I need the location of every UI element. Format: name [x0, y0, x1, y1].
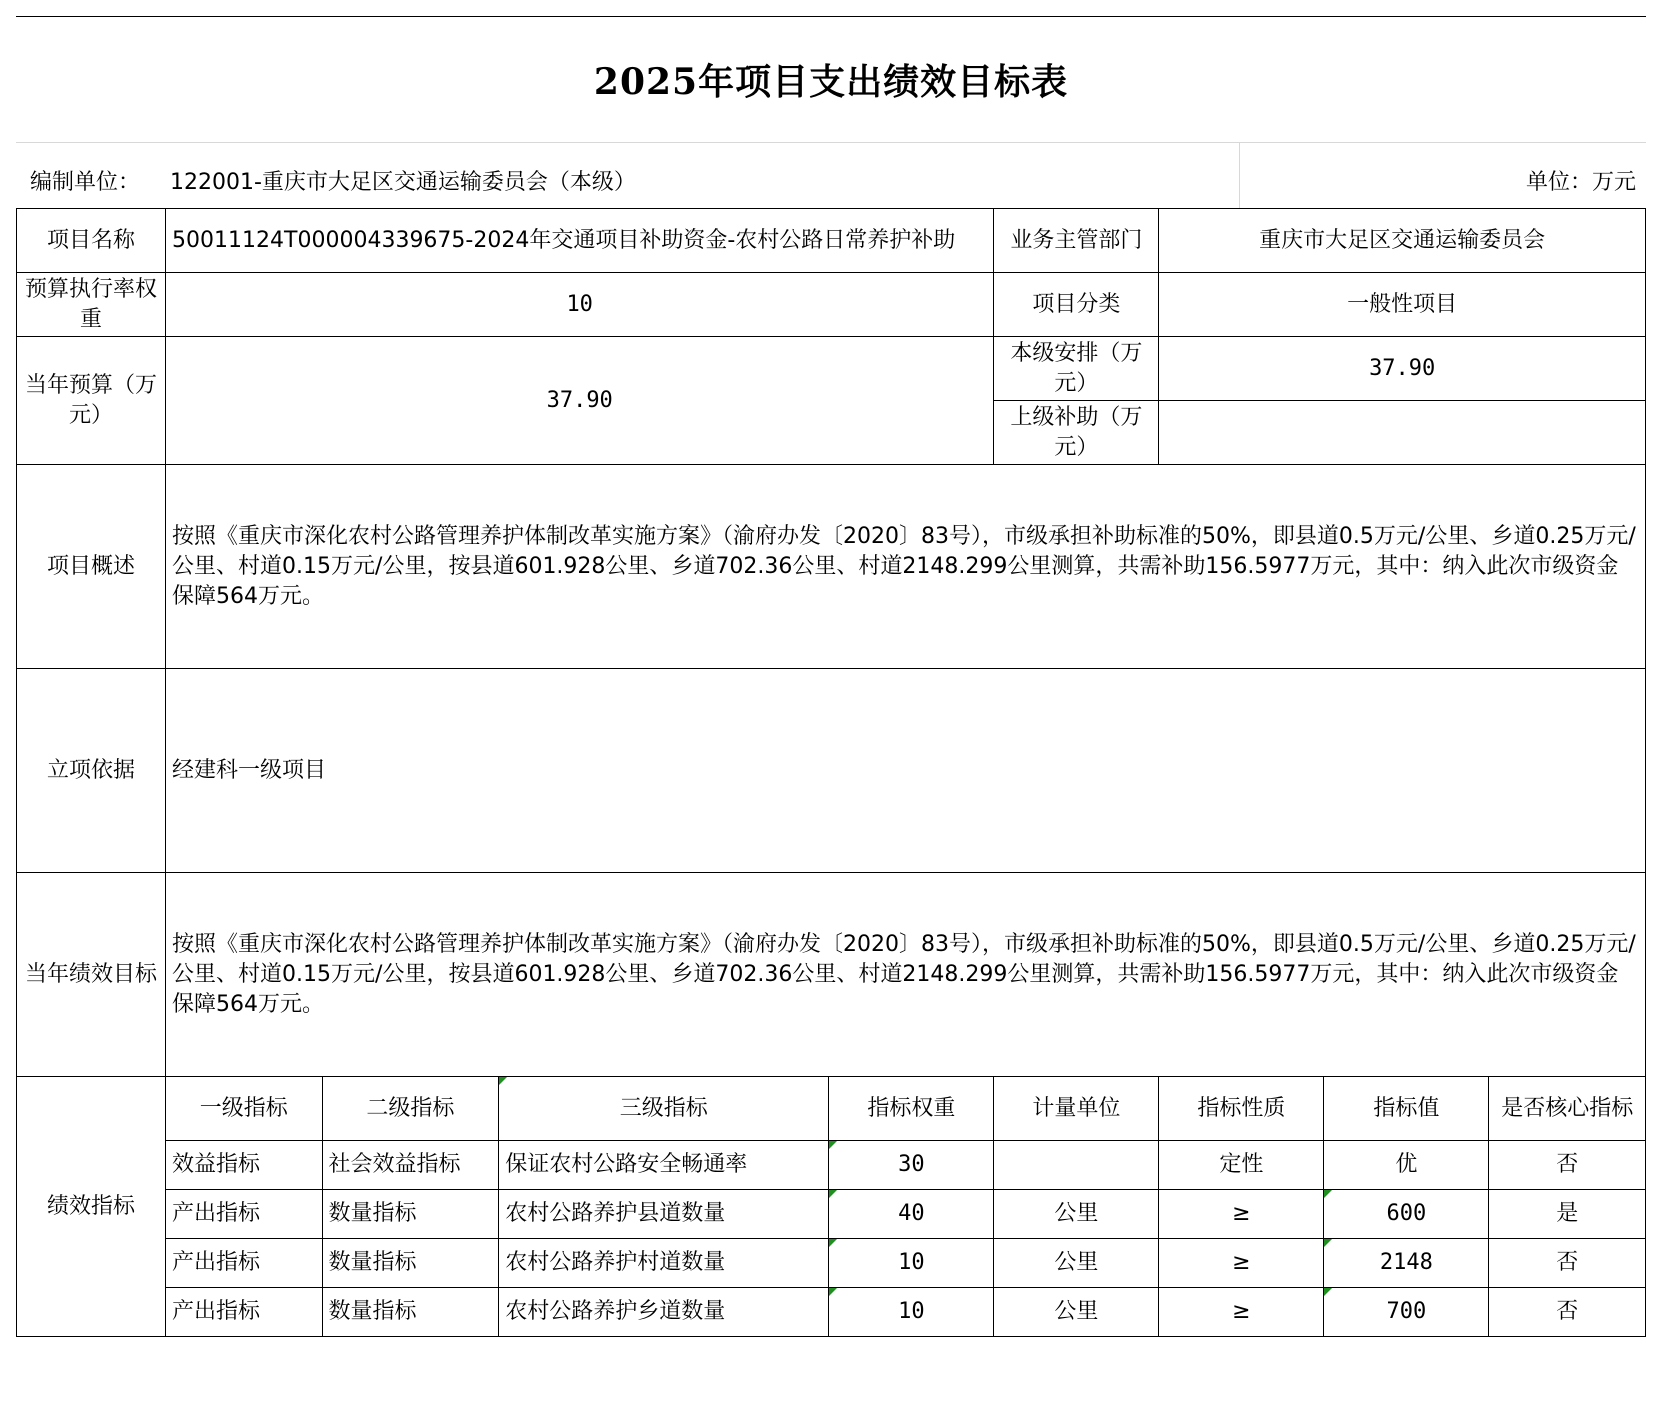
- indicator-cell: 社会效益指标: [322, 1141, 499, 1190]
- indicator-cell: 10: [829, 1239, 994, 1288]
- indicator-cell: 30: [829, 1141, 994, 1190]
- indicator-cell: 农村公路养护村道数量: [499, 1239, 829, 1288]
- budget-label: 当年预算（万元）: [17, 337, 166, 465]
- title-row: [16, 16, 1646, 142]
- goal-label: 当年绩效目标: [17, 873, 166, 1077]
- category-value: 一般性项目: [1159, 273, 1646, 337]
- local-value: 37.90: [1159, 337, 1646, 401]
- goal-text: 按照《重庆市深化农村公路管理养护体制改革实施方案》（渝府办发〔2020〕83号），市级承担补助标准的50%，即县道0.5万元/公里、乡道0.25万元/公里、村道0.15万元/公里，按县道601.928公里、乡道702.36公里、村道2148.299公里测算，共需补助156.5977万元，其中：纳入此次市级资金保障564万元。: [166, 873, 1646, 1077]
- indicator-cell: 2148: [1324, 1239, 1489, 1288]
- indicator-cell: 公里: [994, 1239, 1159, 1288]
- dept-label: 业务主管部门: [994, 209, 1159, 273]
- upper-label: 上级补助（万元）: [994, 401, 1159, 465]
- table-row: [17, 1190, 1646, 1239]
- indicator-header: 是否核心指标: [1489, 1077, 1646, 1141]
- org-label: 编制单位：: [30, 170, 141, 195]
- indicator-cell: 农村公路养护乡道数量: [499, 1288, 829, 1337]
- indicator-cell: 公里: [994, 1190, 1159, 1239]
- upper-value: [1159, 401, 1646, 465]
- indicator-cell: 产出指标: [166, 1190, 323, 1239]
- basis-label: 立项依据: [17, 669, 166, 873]
- indicator-cell: 否: [1489, 1239, 1646, 1288]
- indicator-cell: ≥: [1159, 1239, 1324, 1288]
- indicator-header: 三级指标: [499, 1077, 829, 1141]
- indicator-cell: 保证农村公路安全畅通率: [499, 1141, 829, 1190]
- indicator-header: 一级指标: [166, 1077, 323, 1141]
- indicator-cell: 产出指标: [166, 1239, 323, 1288]
- indicator-header: 指标性质: [1159, 1077, 1324, 1141]
- indicator-header: 指标值: [1324, 1077, 1489, 1141]
- indicator-cell: 否: [1489, 1288, 1646, 1337]
- indicator-cell: 定性: [1159, 1141, 1324, 1190]
- local-label: 本级安排（万元）: [994, 337, 1159, 401]
- budget-weight-label: 预算执行率权重: [17, 273, 166, 337]
- org-divider: [1239, 143, 1240, 209]
- indicator-cell: 产出指标: [166, 1288, 323, 1337]
- indicator-cell: 数量指标: [322, 1190, 499, 1239]
- indicator-cell: 40: [829, 1190, 994, 1239]
- indicator-cell: 600: [1324, 1190, 1489, 1239]
- indicator-cell: 10: [829, 1288, 994, 1337]
- budget-value: 37.90: [166, 337, 994, 465]
- indicator-cell: 公里: [994, 1288, 1159, 1337]
- indicator-cell: 效益指标: [166, 1141, 323, 1190]
- basis-text: 经建科一级项目: [166, 669, 1646, 873]
- budget-weight-value: 10: [166, 273, 994, 337]
- performance-table: [16, 208, 1646, 1337]
- indicator-cell: ≥: [1159, 1190, 1324, 1239]
- indicator-cell: [994, 1141, 1159, 1190]
- overview-label: 项目概述: [17, 465, 166, 669]
- sheet: [16, 16, 1646, 1410]
- table-row: [17, 1239, 1646, 1288]
- indicator-cell: 农村公路养护县道数量: [499, 1190, 829, 1239]
- indicator-cell: 数量指标: [322, 1239, 499, 1288]
- dept-value: 重庆市大足区交通运输委员会: [1159, 209, 1646, 273]
- project-name-label: 项目名称: [17, 209, 166, 273]
- page-title: 2025年项目支出绩效目标表: [593, 61, 1069, 103]
- indicator-header: 二级指标: [322, 1077, 499, 1141]
- org-value: 122001-重庆市大足区交通运输委员会（本级）: [170, 170, 636, 195]
- unit-label: 单位：万元: [1525, 170, 1636, 195]
- indicators-label: 绩效指标: [17, 1077, 166, 1337]
- project-name-value: 50011124T000004339675-2024年交通项目补助资金-农村公路日常养护补助: [166, 209, 994, 273]
- indicator-cell: 优: [1324, 1141, 1489, 1190]
- category-label: 项目分类: [994, 273, 1159, 337]
- indicator-header: 计量单位: [994, 1077, 1159, 1141]
- overview-text: 按照《重庆市深化农村公路管理养护体制改革实施方案》（渝府办发〔2020〕83号），市级承担补助标准的50%，即县道0.5万元/公里、乡道0.25万元/公里、村道0.15万元/公里，按县道601.928公里、乡道702.36公里、村道2148.299公里测算，共需补助156.5977万元，其中：纳入此次市级资金保障564万元。: [166, 465, 1646, 669]
- indicator-cell: 是: [1489, 1190, 1646, 1239]
- indicator-cell: 数量指标: [322, 1288, 499, 1337]
- indicator-cell: 700: [1324, 1288, 1489, 1337]
- indicator-header: 指标权重: [829, 1077, 994, 1141]
- table-row: [17, 1141, 1646, 1190]
- table-row: [17, 1288, 1646, 1337]
- indicator-cell: 否: [1489, 1141, 1646, 1190]
- org-row: [16, 142, 1646, 208]
- indicator-cell: ≥: [1159, 1288, 1324, 1337]
